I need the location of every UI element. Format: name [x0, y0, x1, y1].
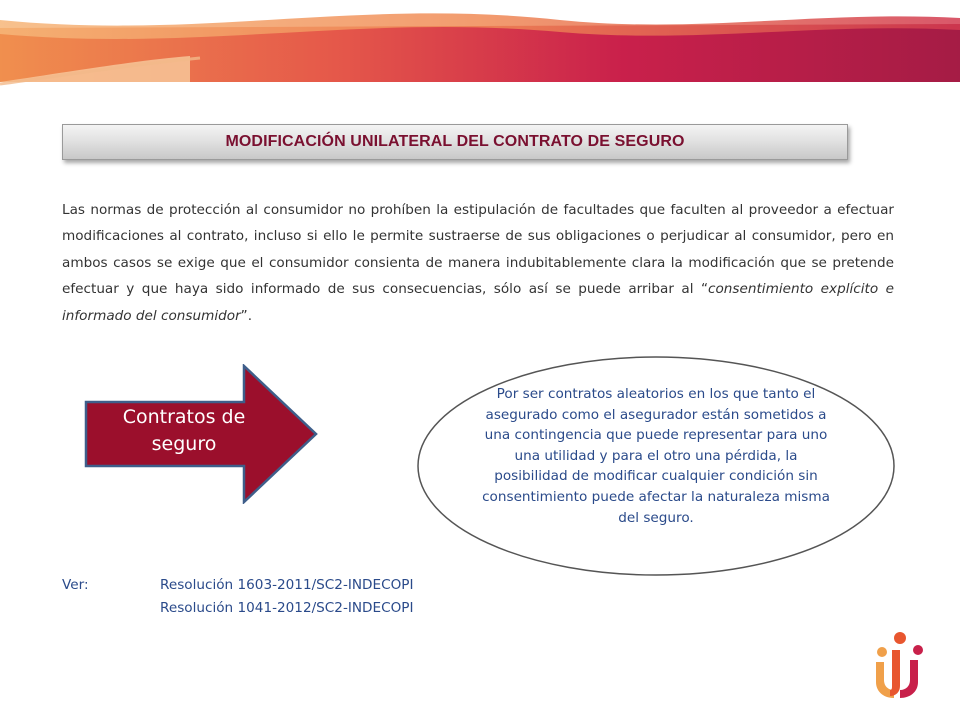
- references-list: [160, 574, 413, 619]
- header-banner: [0, 0, 960, 100]
- ellipse-text: Por ser contratos aleatorios en los que tanto el asegurado como el asegurador están sometidos a una contingencia que puede representar para uno una utilidad y para el otro una pérdida, la posibilidad de modificar cualquier condición sin consentimiento puede afectar la naturaleza misma del seguro.: [482, 386, 830, 526]
- slide-title: MODIFICACIÓN UNILATERAL DEL CONTRATO DE SEGURO: [225, 133, 685, 150]
- paragraph-part-1: Las normas de protección al consumidor no prohíben la estipulación de facultades que faculten al proveedor a efectuar modificaciones al contrato, incluso si ello le permite sustraerse de sus obligaciones o perjudicar al consumidor, pero en ambos casos se exige que el consumidor consienta de manera indubitablemente clara la modificación que se pretende efectuar y que haya sido informado de sus consecuencias, sólo así se puede arribar al “: [62, 202, 894, 298]
- slide-title-bar: [62, 124, 848, 160]
- paragraph-part-2: ”.: [240, 307, 253, 324]
- brand-logo-icon: [870, 630, 932, 700]
- arrow-label: Contratos de seguro: [122, 406, 246, 455]
- paragraph-emphasis: consentimiento explícito e informado del consumidor: [62, 281, 894, 324]
- reference-item: Resolución 1041-2012/SC2-INDECOPI: [160, 599, 414, 616]
- references-label: Ver:: [62, 577, 89, 593]
- reference-item: Resolución 1603-2011/SC2-INDECOPI: [160, 577, 414, 593]
- main-paragraph: [62, 197, 894, 329]
